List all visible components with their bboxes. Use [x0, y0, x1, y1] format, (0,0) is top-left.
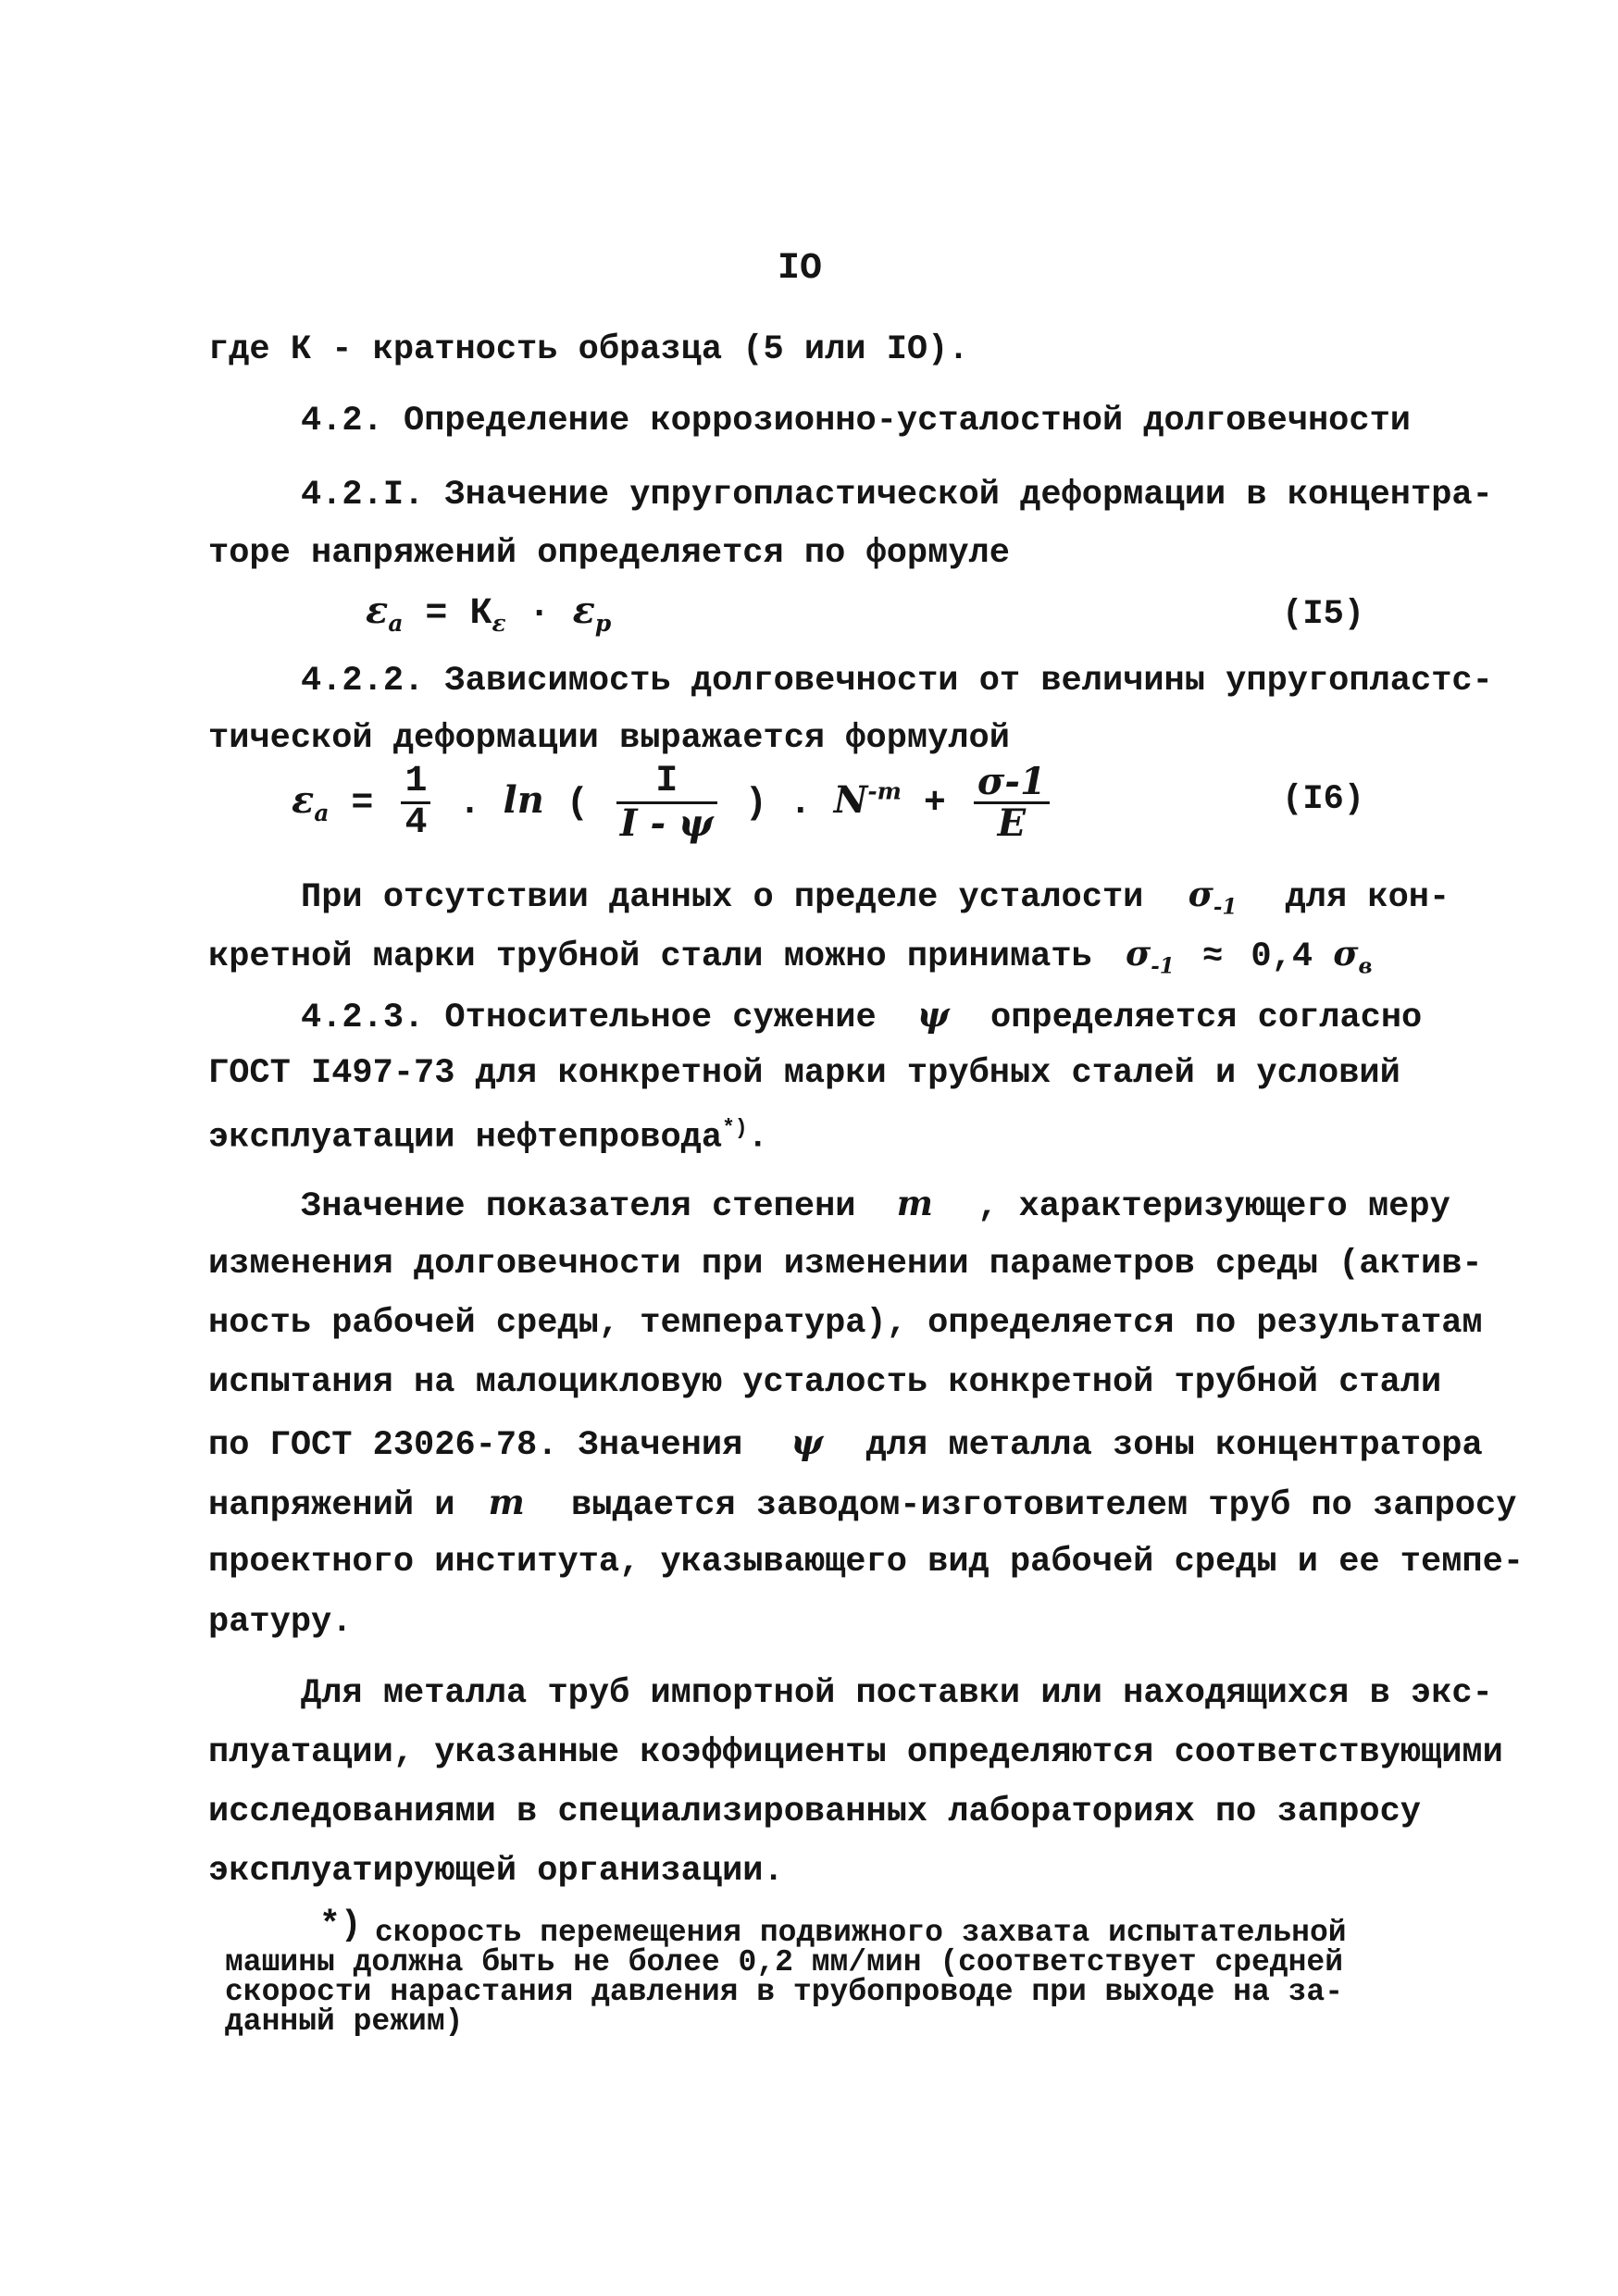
text-line-pm-a — [301, 1183, 1450, 1226]
sigma-minus1-sub-2: -1 — [1151, 953, 1175, 979]
eq16-fraction-sigma — [974, 760, 1050, 845]
eq16-plus: + — [923, 783, 946, 825]
eq15-lhs: ε — [366, 589, 389, 632]
equation-16 — [292, 760, 1055, 845]
text-line-422a: 4.2.2. Зависимость долговечности от величины упругопластс- — [301, 662, 1493, 701]
eq16-rparen: ) — [744, 783, 767, 825]
eq16-ln: ln — [503, 778, 544, 823]
eq16-equals: = — [351, 783, 374, 825]
eq15-k-sub: ε — [492, 610, 506, 637]
pm-e-text1: по ГОСТ 23026-78. Значения — [208, 1426, 743, 1465]
p423-c-end: . — [747, 1118, 768, 1158]
eq16-dot1: . — [458, 783, 481, 825]
eq16-lparen: ( — [566, 783, 589, 825]
pm-a-text1: Значение показателя степени — [301, 1187, 856, 1226]
pm-a-text2: , характеризующего меру — [977, 1187, 1450, 1226]
text-line-imp-b: плуатации, указанные коэффициенты определяются соответствующими — [208, 1733, 1503, 1772]
text-line-pm-f — [208, 1482, 1517, 1525]
pm-f-text1: напряжений и — [208, 1486, 455, 1525]
eq15-dot: · — [528, 593, 551, 635]
eq16-lhs-sub: a — [314, 800, 330, 827]
text-line-pm-d: испытания на малоцикловую усталость конкретной трубной стали — [208, 1363, 1442, 1402]
eq15-equals: = — [425, 593, 448, 635]
eq16-lhs: ε — [292, 778, 315, 823]
eq16-f3-denominator: E — [997, 801, 1027, 845]
text-line-abs-a — [301, 874, 1450, 920]
text-line-imp-c: исследованиями в специализированных лабораториях по запросу — [208, 1793, 1422, 1831]
footnote-line-2: машины должна быть не более 0,2 мм/мин (соответствует средней — [225, 1945, 1343, 1980]
text-line-422b: тической деформации выражается формулой — [208, 719, 1010, 758]
eq16-f2-numerator: I — [616, 763, 717, 804]
abs-b-text1: кретной марки трубной стали можно принимать — [208, 937, 1092, 976]
eq16-fraction-quarter — [401, 763, 430, 843]
eq16-fraction-psi — [616, 763, 717, 843]
psi-symbol: ψ — [916, 994, 950, 1035]
text-line-imp-d: эксплуатирующей организации. — [208, 1852, 784, 1891]
eq15-k: К — [469, 593, 492, 635]
sigma-minus1-symbol-2: σ — [1125, 933, 1151, 974]
footnote-mark: *) — [319, 1905, 362, 1945]
sigma-b-symbol: σ — [1333, 933, 1359, 974]
text-line-421b: торе напряжений определяется по формуле — [208, 534, 1010, 573]
sigma-b-sub: в — [1358, 953, 1373, 979]
pm-f-text2: выдается заводом-изготовителем труб по запросу — [571, 1486, 1517, 1525]
p423-c-text: эксплуатации нефтепровода — [208, 1118, 723, 1158]
eq16-f1-denominator: 4 — [404, 802, 428, 844]
text-line-pm-c: ность рабочей среды, температура), определяется по результатам — [208, 1304, 1483, 1343]
p423-text1: 4.2.3. Относительное сужение — [301, 999, 877, 1037]
equation-number-16: (I6) — [1282, 780, 1364, 819]
section-heading-4-2: 4.2. Определение коррозионно-усталостной долговечности — [301, 402, 1411, 441]
sigma-minus1-sub: -1 — [1213, 894, 1238, 920]
page-number: IO — [778, 248, 823, 290]
equation-15 — [366, 589, 612, 637]
eq15-rhs: ε — [572, 589, 595, 632]
p423-text2: определяется согласно — [989, 999, 1423, 1037]
text-line-abs-b — [208, 933, 1373, 979]
text-line-423c — [208, 1116, 768, 1158]
text-line-pm-g: проектного института, указывающего вид рабочей среды и ее темпе- — [208, 1543, 1525, 1582]
approx-symbol: ≈ — [1201, 937, 1224, 976]
text-line-imp-a: Для металла труб импортной поставки или находящихся в экс- — [301, 1674, 1493, 1713]
text-line-423b: ГОСТ I497-73 для конкретной марки трубных сталей и условий — [208, 1054, 1400, 1093]
equation-number-15: (I5) — [1282, 595, 1364, 634]
m-symbol-2: m — [488, 1482, 525, 1522]
abs-a-text1: При отсутствии данных о пределе усталости — [301, 878, 1144, 917]
eq16-f2-denominator: I - ψ — [619, 801, 714, 845]
footnote-line-3: скорости нарастания давления в трубопроводе при выходе на за- — [225, 1975, 1343, 2009]
eq16-dot2: . — [789, 783, 812, 825]
eq16-n-exponent: -m — [867, 777, 902, 805]
m-symbol: m — [896, 1183, 933, 1223]
footnote-line-4: данный режим) — [225, 2004, 464, 2039]
eq16-f3-numerator: σ-1 — [974, 763, 1050, 804]
eq16-n: N — [833, 778, 868, 823]
sigma-minus1-symbol: σ — [1188, 874, 1214, 914]
pm-e-text2: для металла зоны концентратора — [865, 1426, 1483, 1465]
footnote-line-1: скорость перемещения подвижного захвата испытательной — [375, 1916, 1347, 1950]
psi-symbol-2: ψ — [790, 1421, 824, 1462]
abs-a-text2: для кон- — [1285, 878, 1450, 917]
text-line-pm-b: изменения долговечности при изменении параметров среды (актив- — [208, 1245, 1483, 1284]
footnote-ref-mark: *) — [722, 1116, 748, 1140]
text-line-pm-e — [208, 1421, 1483, 1465]
eq16-f1-numerator: 1 — [401, 763, 430, 804]
eq15-rhs-sub: p — [594, 610, 612, 637]
text-line-k: где К - кратность образца (5 или IO). — [208, 330, 969, 369]
text-line-421a: 4.2.I. Значение упругопластической деформации в концентра- — [301, 476, 1493, 515]
text-line-pm-h: ратуру. — [208, 1603, 353, 1642]
abs-b-value: 0,4 — [1251, 937, 1313, 976]
text-line-423a — [301, 994, 1423, 1037]
eq15-lhs-sub: a — [388, 610, 404, 637]
